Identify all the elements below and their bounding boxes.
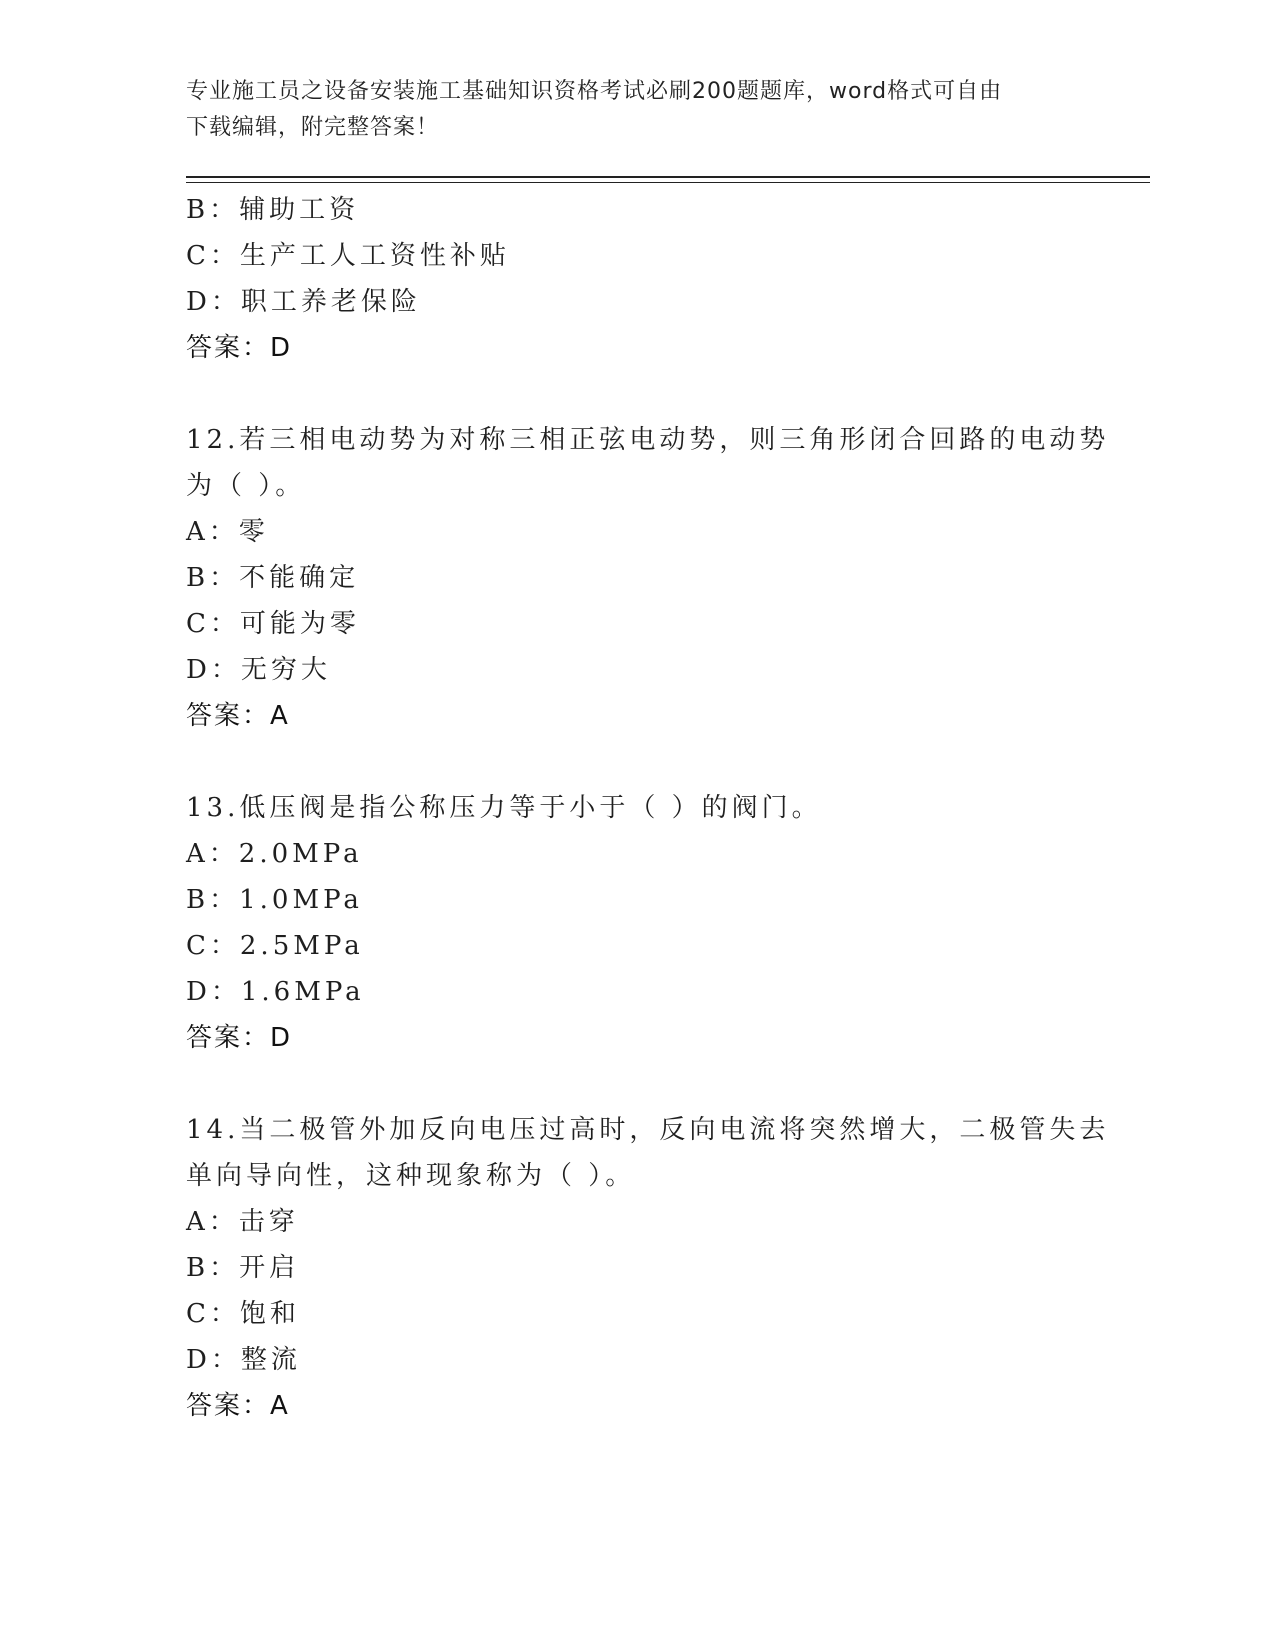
option-a: A：击穿: [186, 1207, 299, 1237]
question-13: [186, 785, 1086, 1061]
option-b: B：不能确定: [186, 563, 360, 593]
question-14: [186, 1107, 1110, 1429]
option-d: D：职工养老保险: [186, 287, 421, 317]
question-stem: 13.低压阀是指公称压力等于小于（ ）的阀门。: [186, 793, 822, 823]
question-11-continuation: [186, 187, 1086, 371]
question-stem-continued: 为（ ）。: [186, 471, 306, 501]
option-b: B：1.0MPa: [186, 885, 363, 915]
header-line-1: 专业施工员之设备安装施工基础知识资格考试必刷200题题库，word格式可自由: [186, 79, 1003, 104]
option-d: D：整流: [186, 1345, 301, 1375]
option-c: C：可能为零: [186, 609, 360, 639]
option-d: D：1.6MPa: [186, 977, 365, 1007]
question-stem: 14.当二极管外加反向电压过高时，反向电流将突然增大，二极管失去: [186, 1115, 1110, 1145]
answer-line: 答案：D: [186, 1023, 293, 1053]
option-c: C：2.5MPa: [186, 931, 364, 961]
header-rule-thick: [186, 176, 1150, 178]
answer-line: 答案：A: [186, 701, 290, 731]
answer-line: 答案：A: [186, 1391, 290, 1421]
spacer: [186, 371, 1086, 417]
option-a: A：2.0MPa: [186, 839, 363, 869]
document-header: [186, 74, 1066, 146]
option-c: C：饱和: [186, 1299, 300, 1329]
spacer: [186, 1061, 1086, 1107]
header-line-2: 下载编辑，附完整答案！: [186, 115, 440, 140]
question-content: [186, 187, 1110, 1429]
option-a: A：零: [186, 517, 269, 547]
question-12: [186, 417, 1110, 739]
question-stem: 12.若三相电动势为对称三相正弦电动势，则三角形闭合回路的电动势: [186, 425, 1110, 455]
spacer: [186, 739, 1086, 785]
question-stem-continued: 单向导向性，这种现象称为（ ）。: [186, 1161, 636, 1191]
answer-line: 答案：D: [186, 333, 293, 363]
option-d: D：无穷大: [186, 655, 331, 685]
option-b: B：开启: [186, 1253, 300, 1283]
option-b: B：辅助工资: [186, 195, 360, 225]
header-rule-thin: [186, 182, 1150, 183]
option-c: C：生产工人工资性补贴: [186, 241, 510, 271]
